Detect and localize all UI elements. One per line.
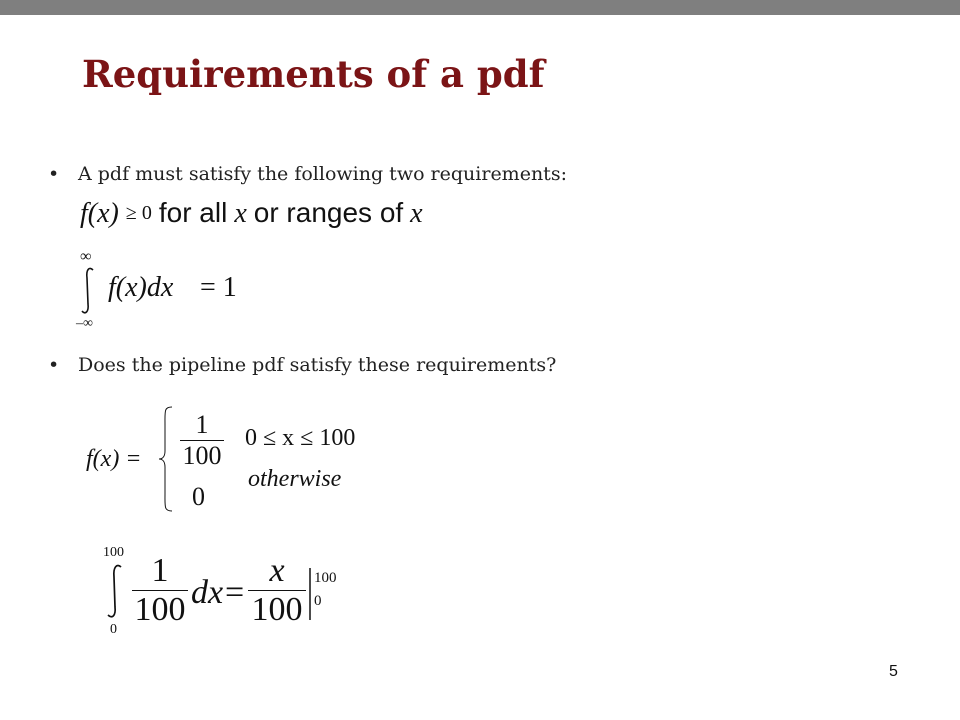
- case2-value: 0: [192, 482, 205, 511]
- integrand-fraction: [132, 552, 188, 629]
- integral-sign-icon: [104, 563, 126, 621]
- page-number: 5: [889, 663, 898, 680]
- left-brace-icon: [158, 405, 174, 513]
- eq-var2: x: [410, 198, 423, 229]
- nonnegativity-equation: [80, 197, 423, 230]
- top-bar: [0, 0, 960, 15]
- piecewise-lhs: f(x) =: [86, 446, 142, 472]
- eq-lhs: f(x): [80, 198, 119, 229]
- bullet-dot: •: [48, 163, 60, 185]
- bullet-item: [48, 354, 556, 376]
- result-numerator: x: [269, 552, 285, 589]
- case1-denominator: 100: [182, 441, 222, 470]
- slide-title: Requirements of a pdf: [82, 52, 545, 96]
- eq-or-text: or ranges of: [253, 197, 404, 228]
- integrand-numerator: 1: [151, 552, 169, 589]
- case1-numerator: 1: [195, 410, 209, 439]
- integral-result: = 1: [200, 272, 237, 303]
- eq-text: for all: [158, 197, 228, 228]
- bullet-text: A pdf must satisfy the following two requirements:: [78, 163, 567, 185]
- evaluation-lower: 0: [314, 593, 322, 609]
- integral-upper-limit: ∞: [80, 248, 92, 265]
- evaluation-upper: 100: [314, 570, 337, 586]
- integrand: f(x)dx: [108, 272, 174, 303]
- case2-condition: otherwise: [248, 466, 342, 492]
- integral-sign-icon: [78, 266, 98, 316]
- integrand-denominator: 100: [134, 591, 186, 628]
- bullet-text: Does the pipeline pdf satisfy these requirements?: [78, 354, 557, 376]
- eq-relation: ≥ 0: [125, 202, 152, 224]
- integral-upper-limit: 100: [103, 545, 124, 560]
- case1-condition: 0 ≤ x ≤ 100: [245, 425, 356, 451]
- bullet-item: [48, 163, 567, 185]
- case1-fraction: [180, 410, 224, 471]
- integral-lower-limit: 0: [110, 622, 117, 637]
- result-denominator: 100: [251, 591, 303, 628]
- equals-sign: =: [225, 574, 245, 611]
- integral-lower-limit: –∞: [76, 316, 93, 331]
- result-fraction: [248, 552, 306, 629]
- eq-var: x: [234, 198, 247, 229]
- bullet-dot: •: [48, 354, 60, 376]
- differential: dx: [191, 574, 224, 611]
